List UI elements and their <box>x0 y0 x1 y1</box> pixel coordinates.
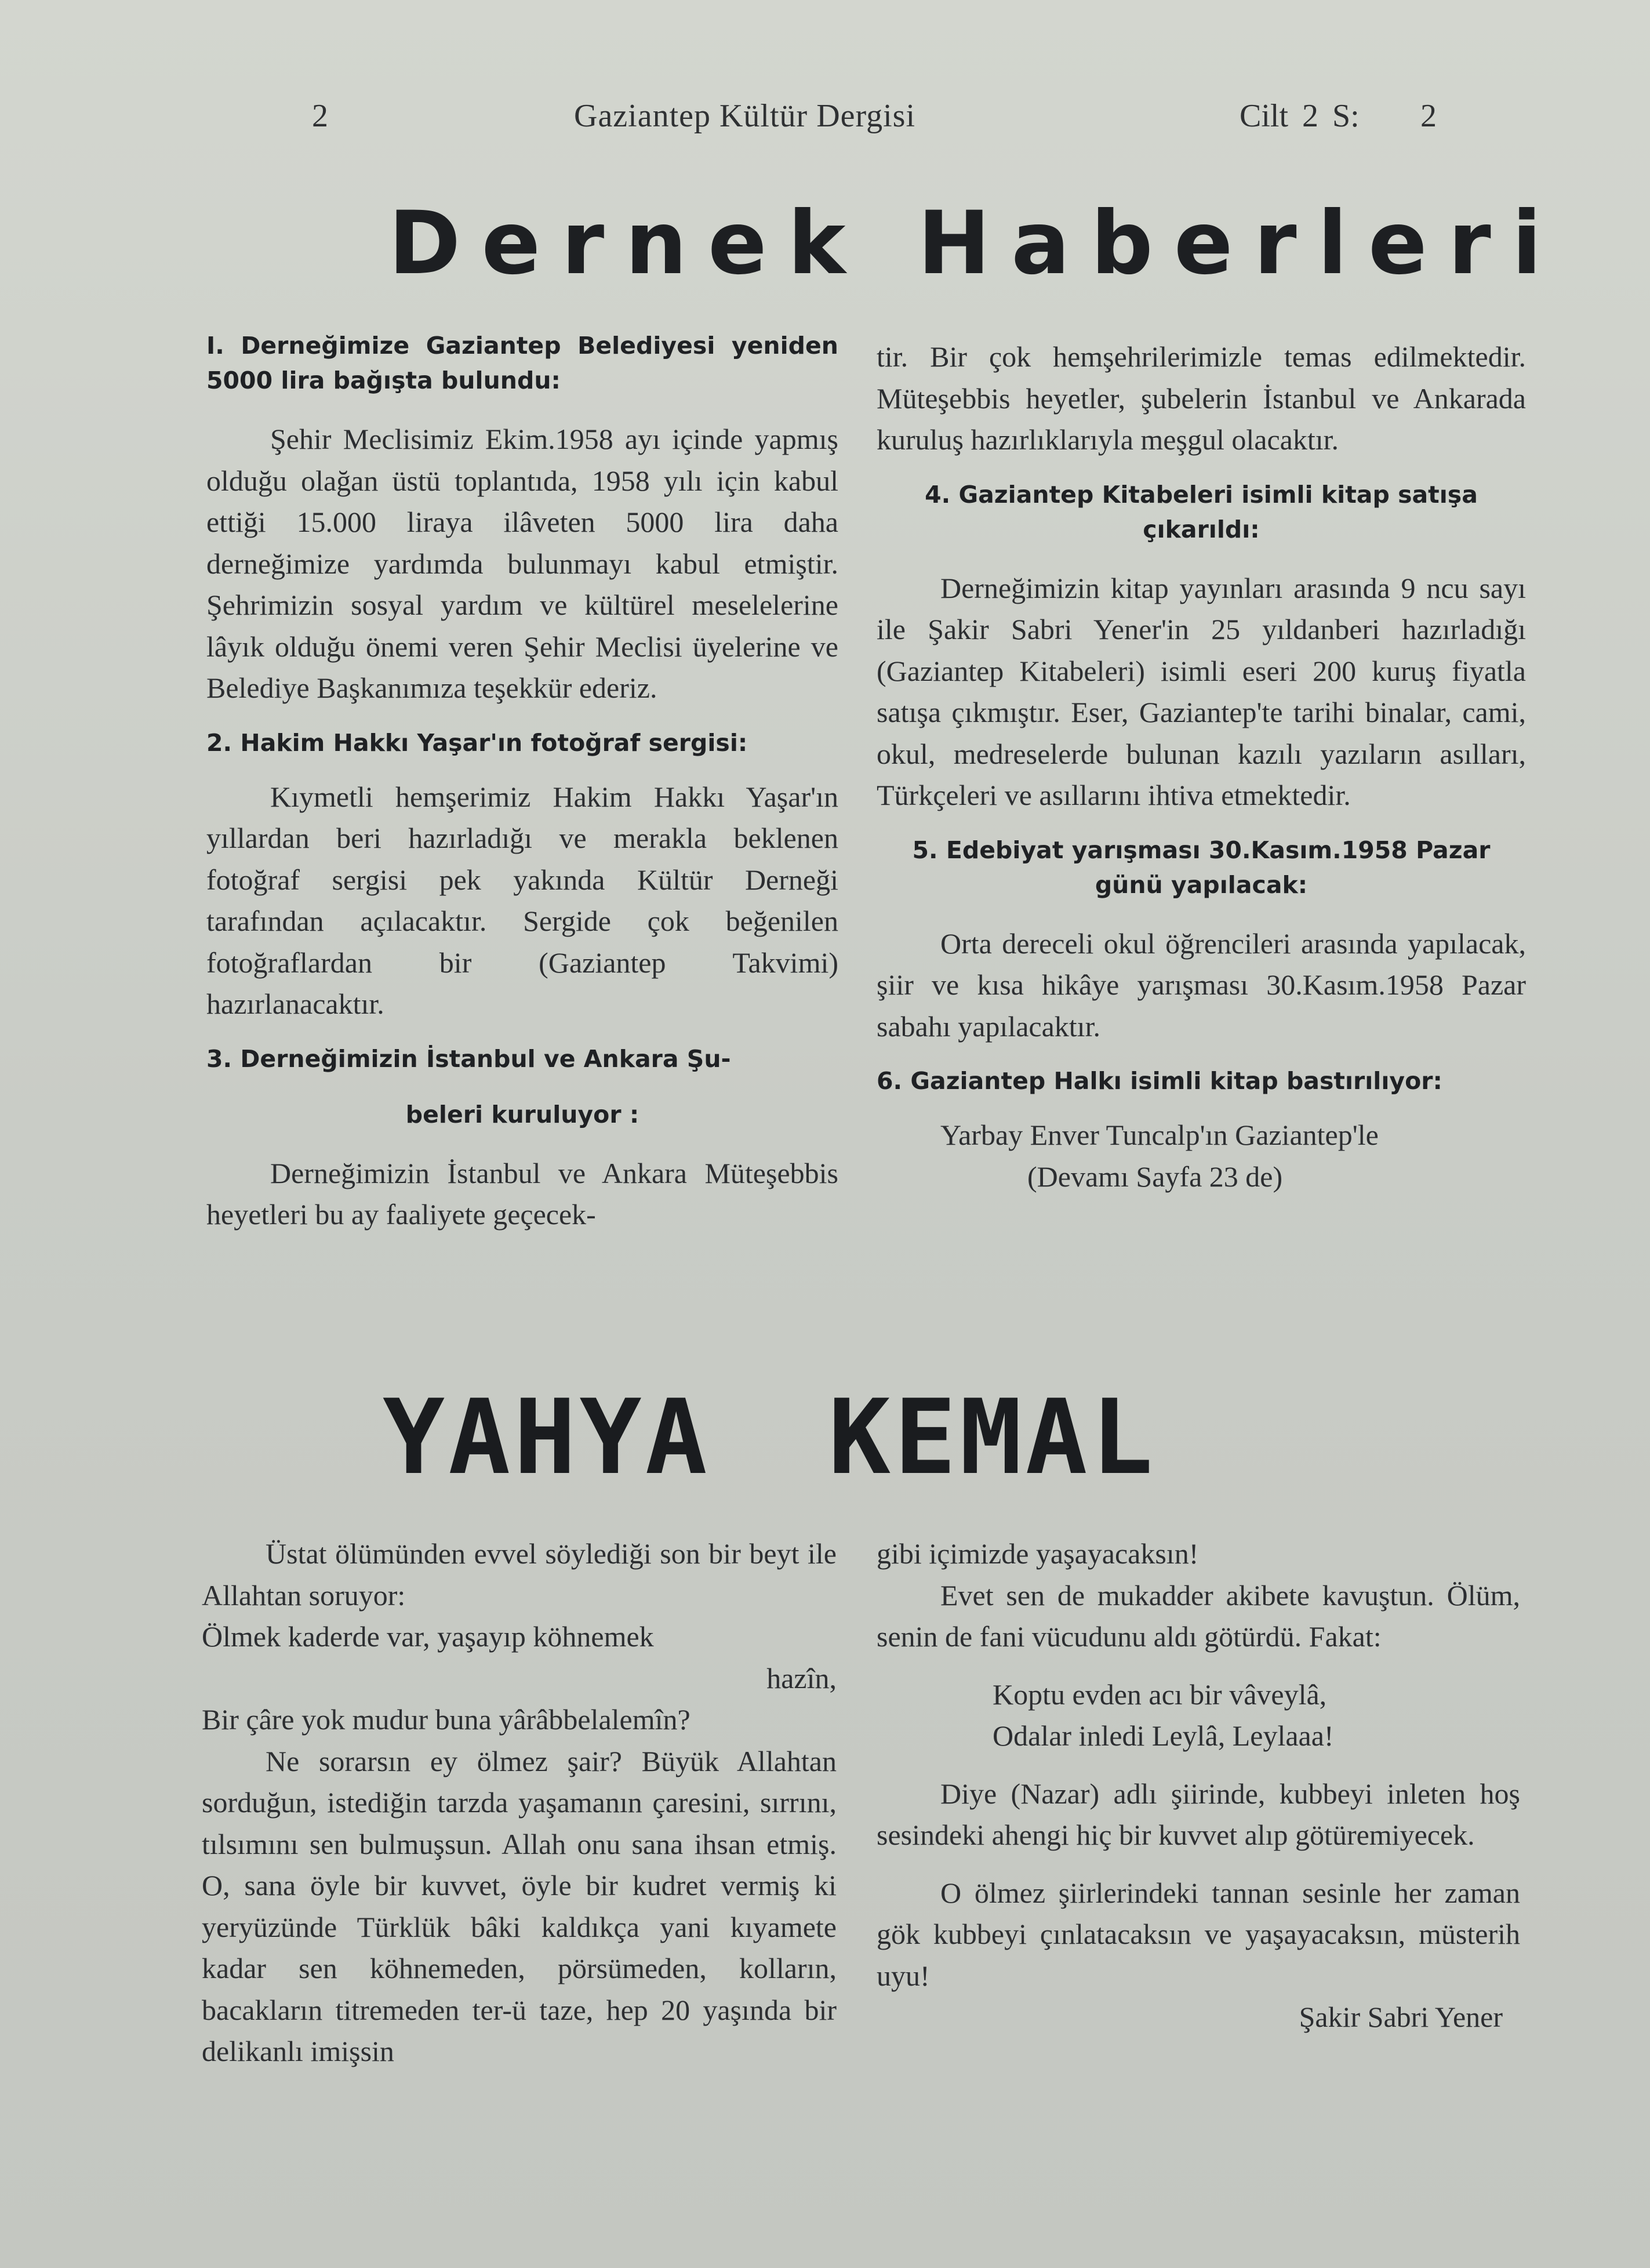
news-item-5-heading: 5. Edebiyat yarışması 30.Kasım.1958 Pazar günü yapılacak: <box>912 836 1491 899</box>
news-item-3-body-cont: tir. Bir çok hemşehrilerimizle temas edilmektedir. Müteşebbis heyetler, şubelerin İstanbul ve Ankarada kuruluş hazırlıklarıyla meşgul olacaktır. <box>877 340 1526 456</box>
poem-line-1: Koptu evden acı bir vâveylâ, <box>993 1678 1327 1711</box>
news-item-4-heading: 4. Gaziantep Kitabeleri isimli kitap satışa çıkarıldı: <box>925 480 1478 543</box>
news-item-6-body: Yarbay Enver Tuncalp'ın Gaziantep'le <box>940 1119 1379 1151</box>
article-paragraph-4: O ölmez şiirlerindeki tannan sesinle her zaman gök kubbeyi çınlatacaksın ve yaşayacaksın, müsterih uyu! <box>877 1876 1520 1992</box>
news-column-right <box>877 336 1526 1197</box>
article-column-left <box>202 1533 837 2073</box>
article-paragraph-2: Evet sen de mukadder akibete kavuştun. Ölüm, senin de fani vücudunu aldı götürdü. Fakat: <box>877 1578 1520 1653</box>
news-item-1-body: Şehir Meclisimiz Ekim.1958 ayı içinde yapmış olduğu olağan üstü toplantıda, 1958 yılı için kabul ettiği 15.000 liraya ilâveten 5000 lira daha derneğimize yardımda bulunmayı kabul etmiştir. Şehrimizin sosyal yardım ve kültürel meselelerine lâyık olduğu önemi veren Şehir Meclisi üyelerine ve Belediye Başkanımıza teşekkür ederiz. <box>206 423 838 704</box>
article-title: YAHYA KEMAL <box>383 1377 1157 1497</box>
section-title: Dernek Haberleri <box>388 193 1563 294</box>
poem-line-2: Odalar inledi Leylâ, Leylaaa! <box>993 1719 1334 1752</box>
issue-number: 2 <box>1420 98 1437 134</box>
article-intro: Üstat ölümünden evvel söylediği son bir beyt ile Allahtan soruyor: <box>202 1537 837 1612</box>
article-column-right <box>877 1533 1520 2038</box>
news-item-2-heading: 2. Hakim Hakkı Yaşar'ın fotoğraf sergisi: <box>206 728 748 757</box>
news-item-6-heading: 6. Gaziantep Halkı isimli kitap bastırılıyor: <box>877 1067 1442 1095</box>
verse-line-1: Ölmek kaderde var, yaşayıp köhnemek <box>202 1620 654 1653</box>
news-item-4-body: Derneğimizin kitap yayınları arasında 9 ncu sayı ile Şakir Sabri Yener'in 25 yıldanberi hazırladığı (Gaziantep Kitabeleri) isimli eseri 200 kuruş fiyatla satışa çıkmıştır. Eser, Gaziantep'te tarihi binalar, cami, okul, medreselerde bulunan kazılı yazıların asılları, Türkçeleri ve asıllarını ihtiva etmektedir. <box>877 571 1526 811</box>
verse-line-1-end: hazîn, <box>766 1661 837 1694</box>
news-item-1-heading: I. Derneğimize Gaziantep Belediyesi yeniden 5000 lira bağışta bulundu: <box>206 332 838 394</box>
author-signature: Şakir Sabri Yener <box>1299 2001 1503 2033</box>
article-paragraph-1: Ne sorarsın ey ölmez şair? Büyük Allahtan sorduğun, istediğin tarzda yaşamanın çaresini, sırrını, tılsımını sen bulmuşsun. Allah onu sana ihsan etmiş. O, sana öyle bir kuvvet, öyle bir kudret vermiş ki yeryüzünde Türklük bâki kaldıkça yani kıyamete kadar sen köhnemeden, pörsümeden, kolların, bacakların titremeden ter-ü taze, hep 20 yaşında bir delikanlı imişsin <box>202 1744 837 2067</box>
news-column-left <box>206 328 838 1236</box>
article-paragraph-3: Diye (Nazar) adlı şiirinde, kubbeyi inleten hoş sesindeki ahengi hiç bir kuvvet alıp götüremiyecek. <box>877 1777 1520 1851</box>
news-item-3-heading-cont: beleri kuruluyor : <box>405 1100 639 1128</box>
news-item-3-heading: 3. Derneğimizin İstanbul ve Ankara Şu- <box>206 1044 731 1073</box>
news-item-5-body: Orta dereceli okul öğrencileri arasında yapılacak, şiir ve kısa hikâye yarışması 30.Kasım.1958 Pazar sabahı yapılacaktır. <box>877 927 1526 1043</box>
volume-issue: Cilt 2 S: <box>1240 98 1360 134</box>
verse-line-2: Bir çâre yok mudur buna yârâbbelalemîn? <box>202 1703 690 1736</box>
news-item-2-body: Kıymetli hemşerimiz Hakim Hakkı Yaşar'ın yıllardan beri hazırladığı ve merakla beklenen fotoğraf sergisi pek yakında Kültür Derneği tarafından açılacaktır. Sergide çok beğenilen fotoğraflardan bir (Gaziantep Takvimi) hazırlanacaktır. <box>206 780 838 1020</box>
publication-title: Gaziantep Kültür Dergisi <box>574 98 916 134</box>
continued-note: (Devamı Sayfa 23 de) <box>1027 1160 1283 1193</box>
news-item-3-body: Derneğimizin İstanbul ve Ankara Müteşebbis heyetleri bu ay faaliyete geçecek- <box>206 1156 838 1231</box>
page-number: 2 <box>312 98 328 134</box>
article-paragraph-1-cont: gibi içimizde yaşayacaksın! <box>877 1537 1199 1570</box>
